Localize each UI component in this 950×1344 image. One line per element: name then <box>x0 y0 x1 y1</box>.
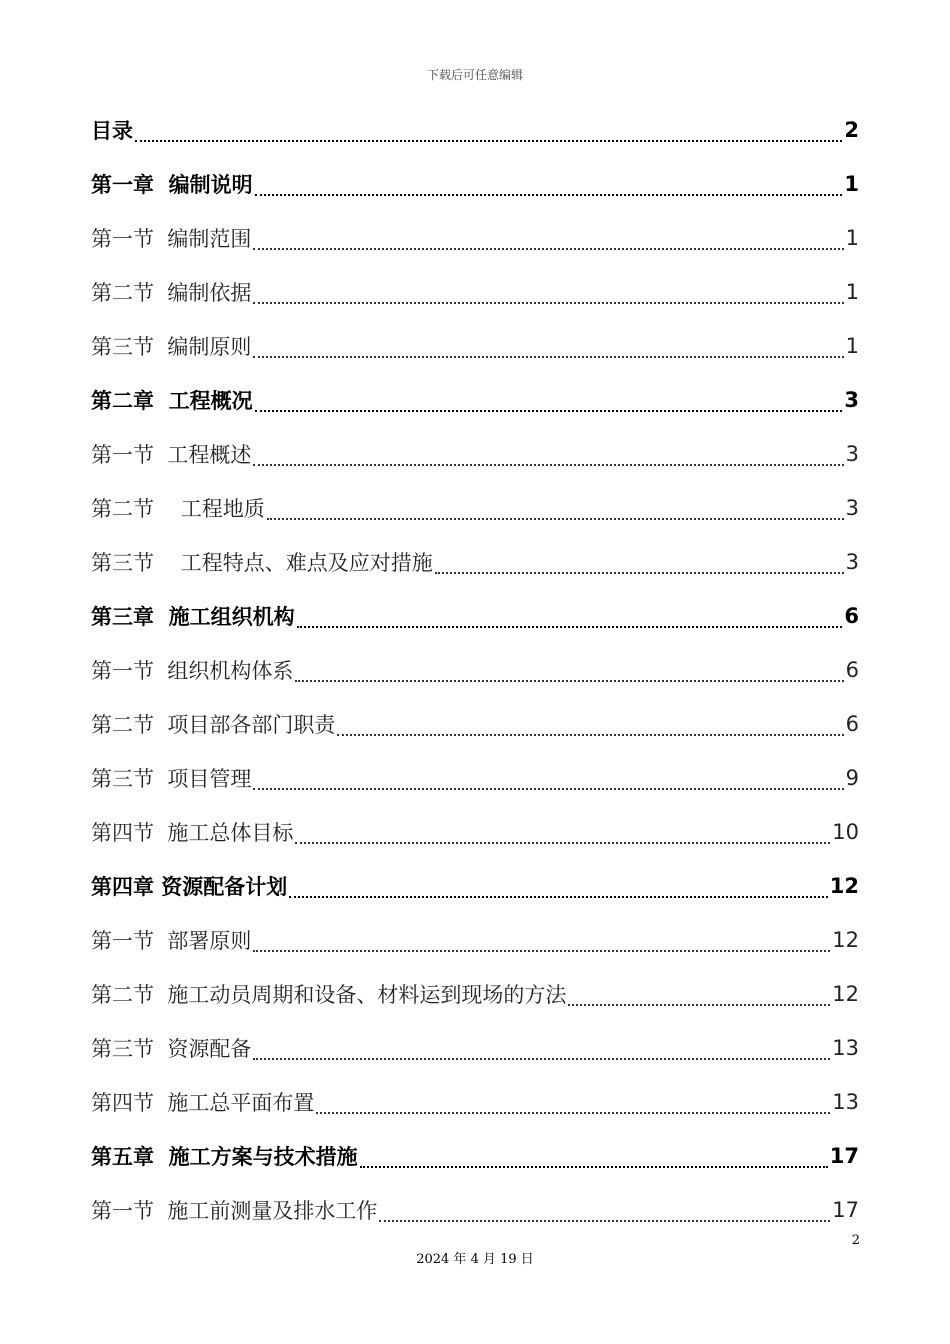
toc-entry-title: 第一节 工程概述 <box>91 443 252 467</box>
toc-dot-leader <box>253 766 843 790</box>
toc-entry-title: 第四节 施工总体目标 <box>91 821 294 845</box>
toc-section-entry[interactable] <box>91 913 859 967</box>
toc-entry-title: 第五章 施工方案与技术措施 <box>91 1145 358 1169</box>
toc-entry-title: 第二节 项目部各部门职责 <box>91 713 336 737</box>
toc-dot-leader <box>253 334 843 358</box>
toc-dot-leader <box>289 874 827 898</box>
toc-entry-title: 第二节 施工动员周期和设备、材料运到现场的方法 <box>91 983 567 1007</box>
toc-entry-page-number: 13 <box>832 1090 859 1114</box>
toc-section-entry[interactable] <box>91 481 859 535</box>
toc-dot-leader <box>295 658 843 682</box>
toc-entry-title: 第四节 施工总平面布置 <box>91 1091 315 1115</box>
toc-section-entry[interactable] <box>91 211 859 265</box>
toc-dot-leader <box>267 496 844 520</box>
toc-chapter-entry[interactable] <box>91 157 859 211</box>
toc-dot-leader <box>253 442 843 466</box>
toc-entry-title: 第二节 编制依据 <box>91 281 252 305</box>
toc-dot-leader <box>316 1090 830 1114</box>
footer-date: 2024 年 4 月 19 日 <box>416 1252 534 1267</box>
toc-dot-leader <box>253 280 843 304</box>
toc-entry-page-number: 1 <box>845 280 859 304</box>
toc-section-entry[interactable] <box>91 1183 859 1237</box>
toc-entry-title: 第三节 编制原则 <box>91 335 252 359</box>
toc-entry-title: 第三节 项目管理 <box>91 767 252 791</box>
toc-entry-title: 第四章 资源配备计划 <box>91 875 288 899</box>
toc-section-entry[interactable] <box>91 751 859 805</box>
toc-dot-leader <box>295 820 830 844</box>
toc-entry-title: 第三节 资源配备 <box>91 1037 252 1061</box>
page-number: 2 <box>851 1233 860 1248</box>
toc-dot-leader <box>253 928 830 952</box>
toc-entry-page-number: 10 <box>832 820 859 844</box>
toc-entry-page-number: 12 <box>832 982 859 1006</box>
toc-dot-leader <box>255 172 843 196</box>
toc-section-entry[interactable] <box>91 697 859 751</box>
toc-entry-page-number: 1 <box>844 172 859 196</box>
toc-dot-leader <box>135 118 842 142</box>
toc-entry-page-number: 13 <box>832 1036 859 1060</box>
toc-section-entry[interactable] <box>91 1021 859 1075</box>
toc-entry-title: 目录 <box>91 119 133 143</box>
toc-dot-leader <box>379 1198 830 1222</box>
toc-entry-page-number: 3 <box>845 550 859 574</box>
toc-entry-title: 第一节 部署原则 <box>91 929 252 953</box>
toc-entry-page-number: 2 <box>844 118 859 142</box>
toc-entry-page-number: 3 <box>845 496 859 520</box>
toc-section-entry[interactable] <box>91 805 859 859</box>
toc-dot-leader <box>360 1144 828 1168</box>
toc-entry-page-number: 1 <box>845 334 859 358</box>
toc-entry-title: 第一节 施工前测量及排水工作 <box>91 1199 378 1223</box>
toc-entry-page-number: 6 <box>845 712 859 736</box>
table-of-contents <box>91 103 859 1237</box>
toc-section-entry[interactable] <box>91 265 859 319</box>
toc-entry-title: 第一章 编制说明 <box>91 173 253 197</box>
toc-entry-page-number: 9 <box>845 766 859 790</box>
toc-entry-title: 第二章 工程概况 <box>91 389 253 413</box>
toc-dot-leader <box>297 604 843 628</box>
toc-entry-page-number: 12 <box>829 874 859 898</box>
toc-section-entry[interactable] <box>91 535 859 589</box>
page-header: 下载后可任意编辑 <box>426 68 523 82</box>
toc-section-entry[interactable] <box>91 1075 859 1129</box>
toc-entry-page-number: 17 <box>832 1198 859 1222</box>
toc-entry-page-number: 1 <box>845 226 859 250</box>
toc-entry-page-number: 3 <box>845 442 859 466</box>
toc-dot-leader <box>435 550 844 574</box>
toc-dot-leader <box>568 982 830 1006</box>
toc-entry-title: 第二节 工程地质 <box>91 497 265 521</box>
toc-entry-title: 第一节 编制范围 <box>91 227 252 251</box>
toc-chapter-entry[interactable] <box>91 373 859 427</box>
toc-dot-leader <box>337 712 843 736</box>
toc-entry-page-number: 6 <box>844 604 859 628</box>
toc-entry-page-number: 17 <box>829 1144 859 1168</box>
toc-chapter-entry[interactable] <box>91 103 859 157</box>
toc-section-entry[interactable] <box>91 319 859 373</box>
toc-entry-title: 第三章 施工组织机构 <box>91 605 295 629</box>
toc-chapter-entry[interactable] <box>91 589 859 643</box>
toc-dot-leader <box>253 1036 830 1060</box>
toc-entry-title: 第一节 组织机构体系 <box>91 659 294 683</box>
toc-entry-page-number: 3 <box>844 388 859 412</box>
toc-section-entry[interactable] <box>91 643 859 697</box>
toc-dot-leader <box>253 226 843 250</box>
toc-section-entry[interactable] <box>91 427 859 481</box>
toc-entry-page-number: 6 <box>845 658 859 682</box>
toc-section-entry[interactable] <box>91 967 859 1021</box>
toc-entry-page-number: 12 <box>832 928 859 952</box>
toc-dot-leader <box>255 388 843 412</box>
toc-chapter-entry[interactable] <box>91 859 859 913</box>
toc-chapter-entry[interactable] <box>91 1129 859 1183</box>
toc-entry-title: 第三节 工程特点、难点及应对措施 <box>91 551 433 575</box>
